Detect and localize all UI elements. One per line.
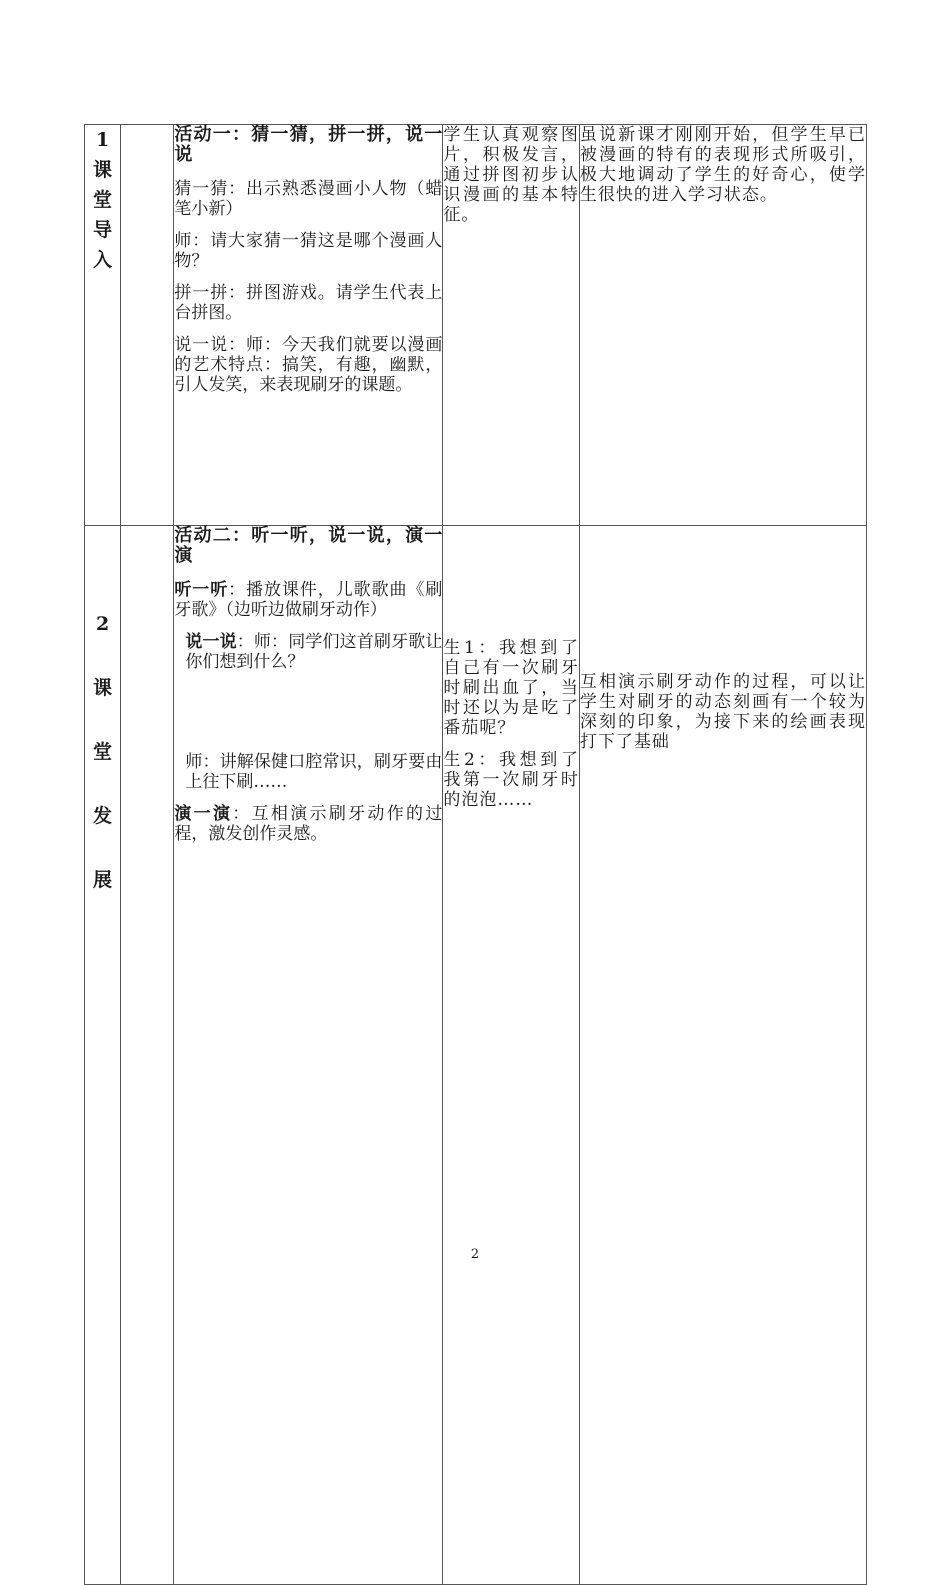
- activity-text: ：互相演示刷牙动作的过程，激发创作灵感。: [174, 804, 443, 844]
- stage-label-char: 1: [95, 129, 110, 151]
- activity-paragraph: 师：请大家猜一猜这是哪个漫画人物？: [174, 231, 443, 271]
- activity-paragraph: 拼一拼：拼图游戏。请学生代表上台拼图。: [174, 283, 443, 323]
- activity-keyword: 说一说: [185, 632, 237, 652]
- design-intent-text: 互相演示刷牙动作的过程，可以让学生对刷牙的动态刻画有一个较为深刻的印象，为接下来的绘画表现打下了基础: [579, 672, 866, 752]
- stage-label-char: 入: [93, 249, 113, 271]
- stage-label-char: 课: [93, 159, 113, 181]
- activity-paragraph: [174, 632, 442, 672]
- stage-label-char: 堂: [93, 189, 113, 211]
- stage-label-char: 堂: [93, 741, 113, 763]
- stage-label-char: 2: [95, 613, 110, 635]
- stage-label: [85, 526, 121, 1585]
- activity-keyword: 听一听: [174, 580, 229, 600]
- lesson-plan-table: [84, 124, 867, 1585]
- student-activity-cell: [443, 125, 580, 526]
- student-paragraph: 生1：我想到了自己有一次刷牙时刷出血了，当时还以为是吃了番茄呢？: [443, 638, 579, 738]
- stage-label-char: 发: [93, 805, 113, 827]
- activity-paragraph: [174, 804, 442, 844]
- activity-paragraph: 猜一猜：出示熟悉漫画小人物（蜡笔小新）: [174, 179, 443, 219]
- activity-keyword: 演一演: [174, 804, 233, 824]
- stage-label-char: 导: [93, 219, 113, 241]
- empty-cell: [121, 526, 174, 1585]
- activity-text: ：师：同学们这首刷牙歌让你们想到什么？: [185, 632, 443, 672]
- teacher-activity-cell: [174, 526, 443, 1585]
- activity-paragraph: 说一说：师：今天我们就要以漫画的艺术特点：搞笑，有趣，幽默，引人发笑，来表现刷牙的课题。: [174, 335, 443, 395]
- design-intent-cell: [579, 125, 866, 526]
- table-row: [85, 125, 867, 526]
- table-row: [85, 526, 867, 1585]
- student-activity-cell: [443, 526, 580, 1585]
- activity-paragraph: 师：讲解保健口腔常识，刷牙要由上往下刷……: [185, 752, 443, 792]
- design-intent-text: 虽说新课才刚刚开始，但学生早已被漫画的特有的表现形式所吸引，极大地调动了学生的好奇心，使学生很快的进入学习状态。: [579, 125, 866, 205]
- teacher-activity-cell: [174, 125, 443, 526]
- student-paragraph: 学生认真观察图片，积极发言，通过拼图初步认识漫画的基本特征。: [443, 125, 579, 225]
- empty-cell: [121, 125, 174, 526]
- activity-text: ：播放课件，儿歌歌曲《刷牙歌》（边听边做刷牙动作）: [174, 580, 443, 620]
- student-paragraph: 生2：我想到了我第一次刷牙时的泡泡……: [443, 750, 579, 810]
- stage-label-char: 展: [93, 869, 113, 891]
- activity-title: 活动二：听一听，说一说，演一演: [174, 525, 443, 566]
- activity-paragraph: [174, 580, 442, 620]
- activity-title: 活动一：猜一猜，拼一拼，说一说: [174, 124, 443, 165]
- stage-label: [85, 125, 121, 526]
- design-intent-cell: [579, 526, 866, 1585]
- stage-label-char: 课: [93, 677, 113, 699]
- page-number: 2: [470, 1247, 480, 1262]
